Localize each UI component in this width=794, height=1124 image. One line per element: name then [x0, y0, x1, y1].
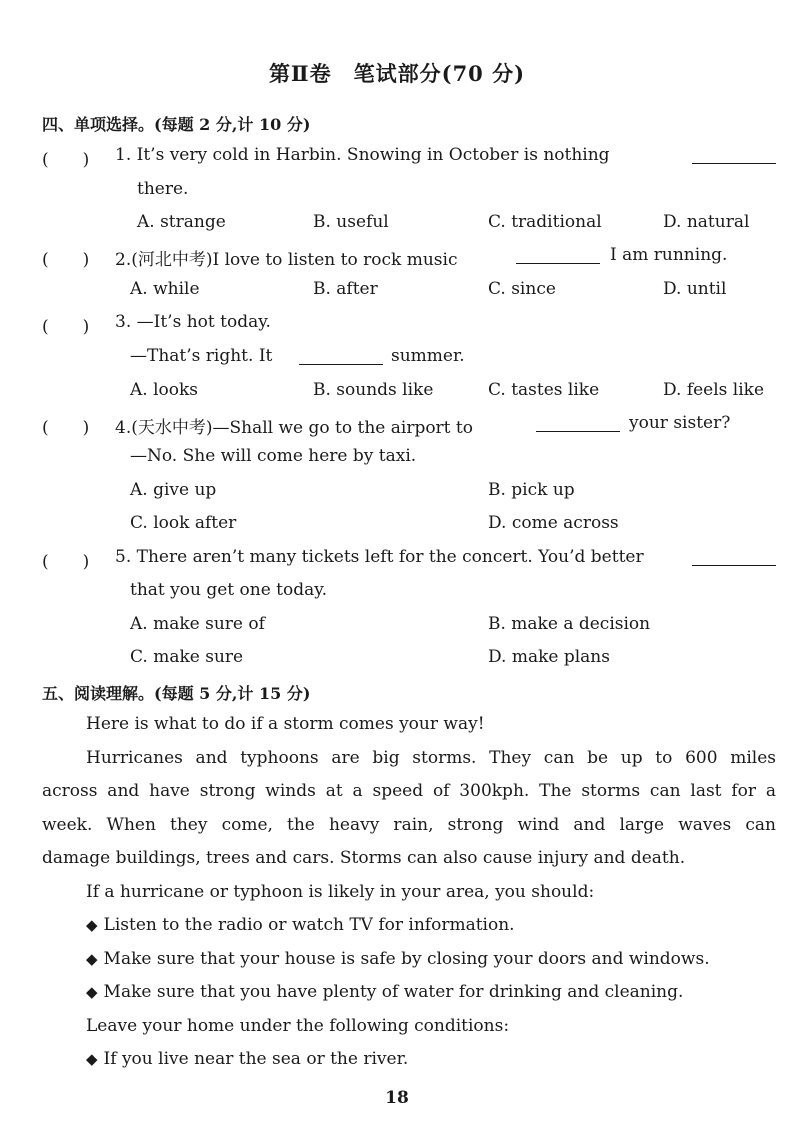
q4-option-a[interactable]: A. give up [130, 480, 217, 500]
q4-option-b[interactable]: B. pick up [488, 480, 575, 500]
q4-stem: 4.(天水中考)—Shall we go to the airport to [115, 418, 473, 438]
q1-blank [692, 163, 776, 164]
answer-paren-q3[interactable]: ( ) [42, 317, 90, 337]
q5-stem-continued: that you get one today. [130, 580, 328, 600]
page-title: 第Ⅱ卷 笔试部分(70 分) [268, 61, 526, 86]
q3-option-a[interactable]: A. looks [130, 380, 199, 400]
q3-reply: —That’s right. It [130, 346, 273, 366]
q2-option-c[interactable]: C. since [488, 279, 556, 299]
q1-option-b[interactable]: B. useful [313, 212, 389, 232]
section-5-heading: 五、阅读理解。(每题 5 分,计 15 分) [42, 684, 311, 703]
q2-stem: 2.(河北中考)I love to listen to rock music [115, 250, 458, 270]
passage-intro: Here is what to do if a storm comes your way! [86, 714, 485, 734]
q5-option-c[interactable]: C. make sure [130, 647, 244, 667]
diamond-bullet-icon: ◆ [86, 916, 98, 934]
bullet-text: Make sure that you have plenty of water for drinking and cleaning. [103, 982, 684, 1002]
q5-option-a[interactable]: A. make sure of [130, 614, 265, 634]
bullet-item [86, 1049, 408, 1069]
bullet-text: Listen to the radio or watch TV for information. [103, 915, 515, 935]
bullet-item [86, 949, 710, 969]
q4-option-c[interactable]: C. look after [130, 513, 237, 533]
diamond-bullet-icon: ◆ [86, 950, 98, 968]
q5-option-b[interactable]: B. make a decision [488, 614, 651, 634]
answer-paren-q1[interactable]: ( ) [42, 150, 90, 170]
q3-option-c[interactable]: C. tastes like [488, 380, 600, 400]
q2-stem-continued: I am running. [610, 245, 728, 265]
passage-line-2: across and have strong winds at a speed of 300kph. The storms can last for a [42, 781, 776, 801]
q2-option-d[interactable]: D. until [663, 279, 727, 299]
q2-option-b[interactable]: B. after [313, 279, 378, 299]
passage-conditions: Leave your home under the following conditions: [86, 1016, 510, 1036]
passage-line-1: Hurricanes and typhoons are big storms. They can be up to 600 miles [86, 748, 776, 768]
q3-stem: 3. —It’s hot today. [115, 312, 271, 332]
section-4-heading: 四、单项选择。(每题 2 分,计 10 分) [42, 115, 311, 134]
q4-blank [536, 431, 620, 432]
q3-reply-continued: summer. [391, 346, 465, 366]
passage-line-4: damage buildings, trees and cars. Storms can also cause injury and death. [42, 848, 686, 868]
passage-instruction: If a hurricane or typhoon is likely in your area, you should: [86, 882, 595, 902]
diamond-bullet-icon: ◆ [86, 1050, 98, 1068]
passage-line-3: week. When they come, the heavy rain, strong wind and large waves can [42, 815, 776, 835]
q2-blank [516, 263, 600, 264]
q3-option-d[interactable]: D. feels like [663, 380, 765, 400]
q1-stem: 1. It’s very cold in Harbin. Snowing in October is nothing [115, 145, 610, 165]
q5-stem: 5. There aren’t many tickets left for the concert. You’d better [115, 547, 644, 567]
bullet-text: If you live near the sea or the river. [103, 1049, 409, 1069]
q4-option-d[interactable]: D. come across [488, 513, 619, 533]
q1-stem-continued: there. [137, 179, 189, 199]
answer-paren-q4[interactable]: ( ) [42, 418, 90, 438]
q1-option-d[interactable]: D. natural [663, 212, 750, 232]
q3-blank [299, 364, 383, 365]
answer-paren-q2[interactable]: ( ) [42, 250, 90, 270]
bullet-text: Make sure that your house is safe by closing your doors and windows. [103, 949, 710, 969]
q5-blank [692, 565, 776, 566]
q2-option-a[interactable]: A. while [130, 279, 200, 299]
bullet-item [86, 915, 515, 935]
bullet-item [86, 982, 683, 1002]
q3-option-b[interactable]: B. sounds like [313, 380, 434, 400]
q1-option-a[interactable]: A. strange [137, 212, 226, 232]
answer-paren-q5[interactable]: ( ) [42, 552, 90, 572]
q1-option-c[interactable]: C. traditional [488, 212, 602, 232]
q4-stem-continued: your sister? [629, 413, 731, 433]
page-number: 18 [385, 1088, 409, 1108]
q4-reply: —No. She will come here by taxi. [130, 446, 417, 466]
diamond-bullet-icon: ◆ [86, 983, 98, 1001]
q5-option-d[interactable]: D. make plans [488, 647, 610, 667]
